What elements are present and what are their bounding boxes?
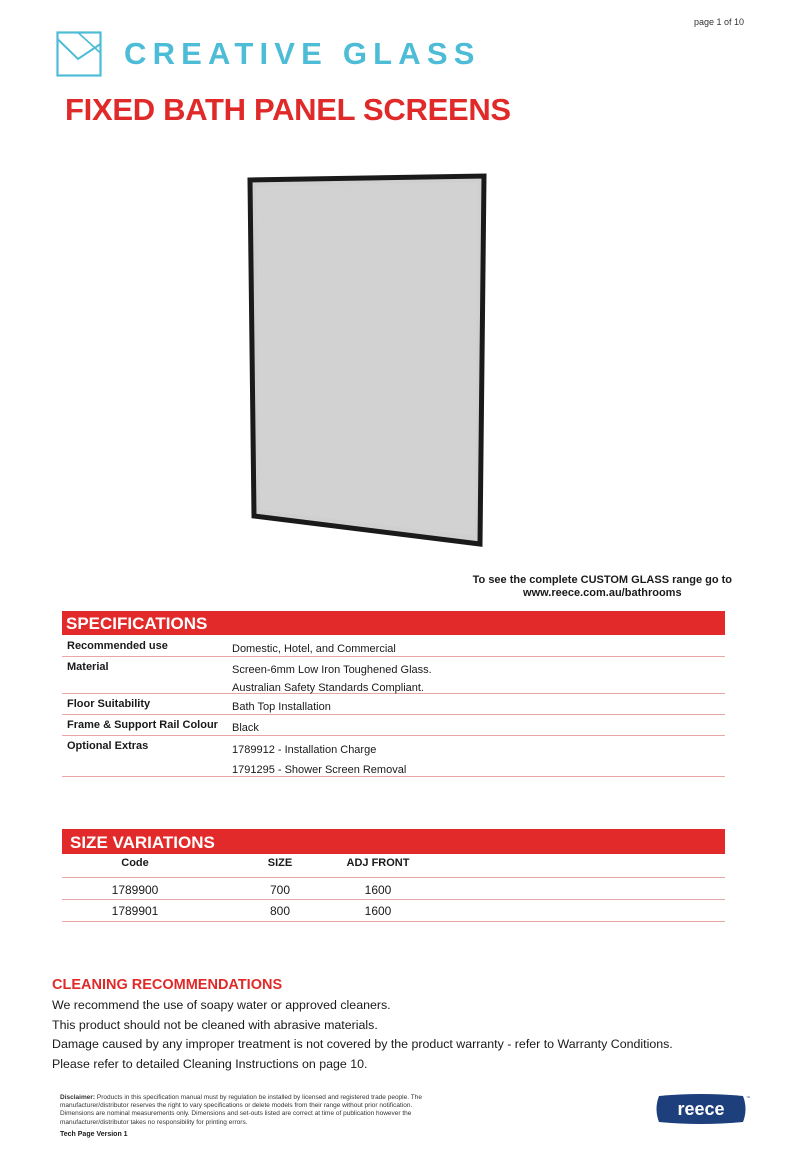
- table-cell-adj-front: 1600: [364, 883, 392, 897]
- spec-label: Material: [67, 661, 109, 673]
- spec-row: [62, 657, 725, 694]
- table-row: [62, 878, 725, 900]
- range-note: [473, 574, 732, 600]
- table-cell-size: 800: [269, 904, 291, 918]
- reece-logo: [653, 1093, 749, 1125]
- reece-logo-tm: ™: [746, 1095, 750, 1100]
- range-note-line: To see the complete CUSTOM GLASS range go to: [472, 574, 732, 586]
- specifications-heading: SPECIFICATIONS: [62, 611, 725, 635]
- spec-row: [62, 736, 725, 777]
- spec-value-line: Australian Safety Standards Compliant.: [232, 682, 424, 694]
- spec-value-line: Screen-6mm Low Iron Toughened Glass.: [232, 664, 432, 676]
- range-url-link[interactable]: www.reece.com.au/bathrooms: [523, 587, 682, 599]
- spec-row: [62, 694, 725, 715]
- table-row: [62, 900, 725, 922]
- creative-glass-logo-icon: [56, 31, 102, 77]
- table-cell-adj-front: 1600: [364, 904, 392, 918]
- cleaning-line: Damage caused by any improper treatment is not covered by the product warranty - refer to Warranty Conditions.: [52, 1037, 673, 1051]
- bath-panel-screen-image: [240, 168, 500, 558]
- column-header-code: Code: [121, 857, 149, 869]
- brand-name: CREATIVE GLASS: [124, 36, 481, 71]
- cleaning-line: Please refer to detailed Cleaning Instructions on page 10.: [52, 1057, 368, 1071]
- page-title: FIXED BATH PANEL SCREENS: [65, 92, 511, 127]
- column-header-size: SIZE: [267, 857, 293, 869]
- disclaimer-text: Products in this specification manual must by regulation be installed by licensed and registered trade people. The manufacturer/distributor reserves the right to vary specifications or delete models from their range without prior notification. Dimensions are nominal measurements only. Dimensions and set-outs listed are correct at time of publication however the manufacturer/distributor takes no responsibility for printing errors.: [60, 1094, 422, 1126]
- table-cell-code: 1789900: [111, 883, 159, 897]
- spec-value: Domestic, Hotel, and Commercial: [232, 643, 396, 655]
- spec-row: [62, 636, 725, 657]
- spec-row: [62, 715, 725, 736]
- spec-value: [232, 661, 432, 697]
- disclaimer: [60, 1094, 428, 1127]
- spec-label: Floor Suitability: [67, 698, 151, 710]
- spec-value: Black: [232, 722, 259, 734]
- spec-label: Recommended use: [67, 640, 168, 652]
- size-variations-heading: SIZE VARIATIONS: [62, 829, 725, 854]
- table-cell-size: 700: [269, 883, 291, 897]
- cleaning-heading: CLEANING RECOMMENDATIONS: [52, 977, 283, 993]
- spec-value: [232, 740, 406, 780]
- spec-label: Frame & Support Rail Colour: [67, 719, 218, 731]
- spec-label: Optional Extras: [67, 740, 149, 752]
- spec-value-line: 1789912 - Installation Charge: [232, 744, 377, 756]
- disclaimer-label: Disclaimer:: [60, 1094, 96, 1101]
- tech-page-version: Tech Page Version 1: [60, 1131, 128, 1138]
- spec-value: Bath Top Installation: [232, 701, 331, 713]
- reece-logo-text: reece: [677, 1099, 725, 1119]
- spec-value-line: 1791295 - Shower Screen Removal: [232, 764, 407, 776]
- cleaning-line: This product should not be cleaned with abrasive materials.: [52, 1018, 378, 1032]
- table-cell-code: 1789901: [111, 904, 159, 918]
- page-number: page 1 of 10: [693, 17, 744, 27]
- cleaning-line: We recommend the use of soapy water or approved cleaners.: [52, 998, 391, 1012]
- column-header-adj-front: ADJ FRONT: [346, 857, 410, 869]
